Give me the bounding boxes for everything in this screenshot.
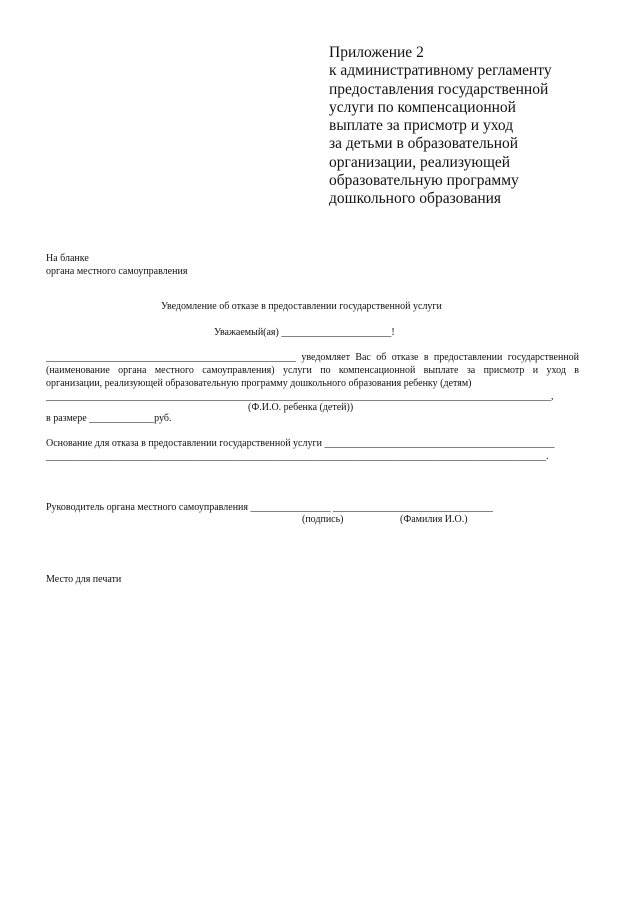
- greeting-line: Уважаемый(ая) ______________________!: [214, 327, 395, 338]
- appendix-line: организации, реализующей: [329, 153, 511, 171]
- appendix-line: дошкольного образования: [329, 190, 502, 208]
- refusal-reason-line: Основание для отказа в предоставлении государственной услуги ______________________________________________: [46, 438, 555, 449]
- notice-body-row-1: __________________________________________________ уведомляет Вас об отказе в предоставлении государственной: [46, 352, 579, 363]
- full-name-caption: (Фамилия И.О.): [400, 514, 468, 525]
- appendix-line: за детьми в образовательной: [329, 135, 519, 153]
- notice-body-row-2: (наименование органа местного самоуправления) услуги по компенсационной выплате за присмотр и уход в: [46, 365, 579, 376]
- appendix-line: к административному регламенту: [329, 62, 552, 80]
- appendix-header: [329, 44, 629, 209]
- appendix-line: выплате за присмотр и уход: [329, 117, 514, 135]
- appendix-line: Приложение 2: [329, 44, 424, 61]
- amount-line: в размере _____________руб.: [46, 413, 172, 424]
- child-name-blank: _____________________________________________________________________________________________________,: [46, 391, 554, 402]
- notice-title: Уведомление об отказе в предоставлении государственной услуги: [161, 301, 442, 312]
- letterhead-line-1: На бланке: [46, 253, 89, 264]
- stamp-place: Место для печати: [46, 574, 122, 585]
- refusal-reason-continuation: ____________________________________________________________________________________________________.: [46, 451, 549, 462]
- appendix-line: образовательную программу: [329, 172, 519, 190]
- signature-caption: (подпись): [302, 514, 344, 525]
- letterhead-line-2: органа местного самоуправления: [46, 266, 188, 277]
- child-name-caption: (Ф.И.О. ребенка (детей)): [248, 402, 354, 413]
- signature-line: Руководитель органа местного самоуправления ________________ ________________________________: [46, 502, 493, 513]
- appendix-line: услуги по компенсационной: [329, 98, 516, 116]
- appendix-line: предоставления государственной: [329, 80, 549, 98]
- letterhead-note: [46, 252, 187, 278]
- notice-body-row-3: организации, реализующей образовательную программу дошкольного образования ребенку (детям): [46, 378, 472, 389]
